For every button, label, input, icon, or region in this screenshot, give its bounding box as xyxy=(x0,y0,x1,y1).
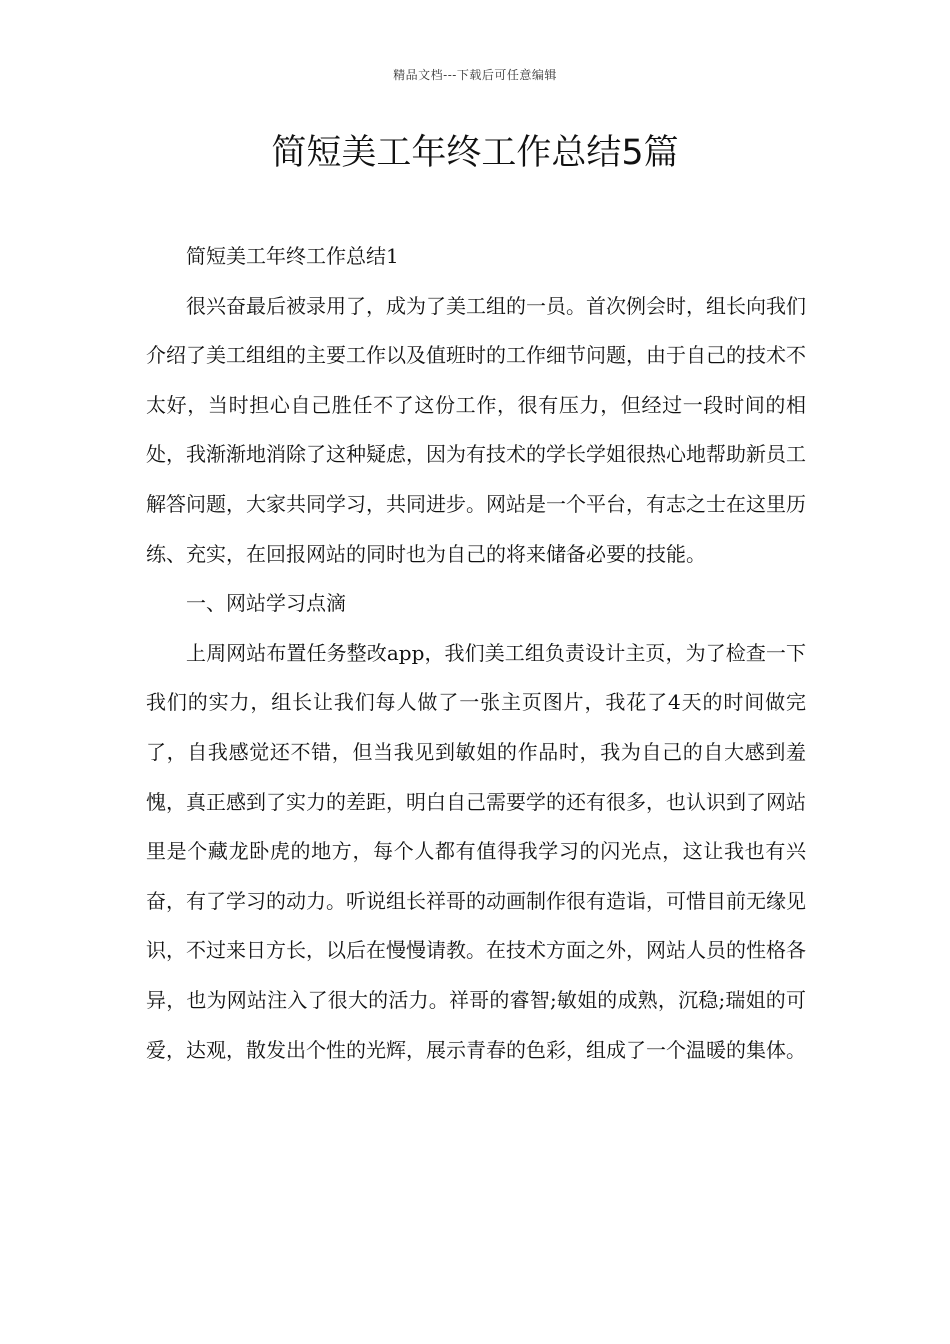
document-title: 简短美工年终工作总结5篇 xyxy=(271,133,679,173)
paragraph-1: 很兴奋最后被录用了，成为了美工组的一员。首次例会时，组长向我们介绍了美工组组的主要工作以及值班时的工作细节问题，由于自己的技术不太好，当时担心自己胜任不了这份工作，很有压力，但经过一段时间的相处，我渐渐地消除了这种疑虑，因为有技术的学长学姐很热心地帮助新员工解答问题，大家共同学习，共同进步。网站是一个平台，有志之士在这里历练、充实，在回报网站的同时也为自己的将来储备必要的技能。 xyxy=(146,293,806,566)
subheading-1: 一、网站学习点滴 xyxy=(186,591,346,616)
header-note: 精品文档---下载后可任意编辑 xyxy=(393,68,557,82)
paragraph-2: 上周网站布置任务整改app，我们美工组负责设计主页，为了检查一下我们的实力，组长让我们每人做了一张主页图片，我花了4天的时间做完了，自我感觉还不错，但当我见到敏姐的作品时，我为自己的自大感到羞愧，真正感到了实力的差距，明白自己需要学的还有很多，也认识到了网站里是个藏龙卧虎的地方，每个人都有值得我学习的闪光点，这让我也有兴奋，有了学习的动力。听说组长祥哥的动画制作很有造诣，可惜目前无缘见识，不过来日方长，以后在慢慢请教。在技术方面之外，网站人员的性格各异，也为网站注入了很大的活力。祥哥的睿智;敏姐的成熟，沉稳;瑞姐的可爱，达观，散发出个性的光辉，展示青春的色彩，组成了一个温暖的集体。 xyxy=(146,640,806,1062)
document-body xyxy=(146,232,806,1075)
section-heading: 简短美工年终工作总结1 xyxy=(186,244,399,268)
